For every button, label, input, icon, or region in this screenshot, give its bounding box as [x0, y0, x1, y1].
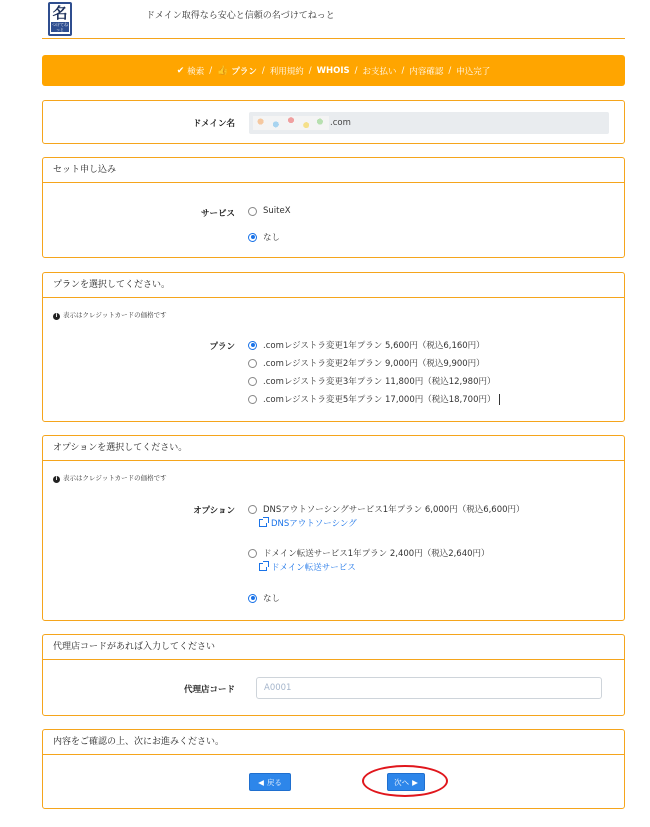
domain-tld: .com — [330, 118, 351, 128]
step-payment: お支払い — [362, 66, 397, 77]
radio-option-forward[interactable] — [248, 549, 257, 558]
logo-char: 名 — [52, 4, 68, 22]
option-forward[interactable]: ドメイン転送サービス1年プラン 2,400円（税込2,640円） — [248, 547, 490, 559]
radio-plan-1y[interactable] — [248, 341, 257, 350]
set-panel-title: セット申し込み — [43, 158, 624, 183]
option-panel — [42, 435, 625, 621]
thumbs-up-icon: 👍 — [217, 65, 229, 76]
radio-option-dns[interactable] — [248, 505, 257, 514]
step-terms: 利用規約 — [269, 66, 304, 77]
option-price-note: i 表示はクレジットカードの価格です — [53, 473, 167, 483]
forward-info-link[interactable]: ドメイン転送サービス — [259, 561, 356, 573]
radio-plan-5y[interactable] — [248, 395, 257, 404]
service-label: サービス — [200, 209, 235, 219]
set-panel — [42, 157, 625, 258]
agent-code-label: 代理店コード — [183, 685, 235, 695]
plan-panel-title: プランを選択してください。 — [43, 273, 624, 298]
radio-option-none[interactable] — [248, 594, 257, 603]
confirm-panel — [42, 729, 625, 809]
domain-name-field — [249, 112, 609, 134]
domain-label: ドメイン名 — [192, 119, 235, 129]
info-icon: i — [53, 313, 60, 320]
radio-service-none[interactable] — [248, 233, 257, 242]
step-search: ✔ 検索 — [176, 65, 205, 77]
text-cursor — [499, 394, 500, 405]
radio-plan-3y[interactable] — [248, 377, 257, 386]
option-label: オプション — [193, 506, 235, 516]
domain-panel — [42, 100, 625, 144]
plan-price-note: i 表示はクレジットカードの価格です — [53, 310, 167, 320]
plan-option-1y[interactable]: .comレジストラ変更1年プラン 5,600円（税込6,160円） — [248, 339, 485, 351]
dns-info-link[interactable]: DNSアウトソーシング — [259, 517, 357, 529]
plan-option-5y[interactable]: .comレジストラ変更5年プラン 17,000円（税込18,700円） — [248, 393, 500, 405]
info-icon: i — [53, 476, 60, 483]
option-panel-title: オプションを選択してください。 — [43, 436, 624, 461]
redacted-domain-image — [253, 116, 329, 130]
confirm-panel-title: 内容をご確認の上、次にお進みください。 — [43, 730, 624, 755]
step-confirm: 内容確認 — [409, 66, 444, 77]
step-plan: 👍 プラン — [217, 65, 257, 77]
plan-label: プラン — [209, 342, 235, 352]
external-link-icon — [259, 563, 267, 571]
step-whois: WHOIS — [316, 65, 350, 76]
site-tagline: ドメイン取得なら安心と信頼の名づけてねっと — [146, 11, 335, 21]
option-dns[interactable]: DNSアウトソーシングサービス1年プラン 6,000円（税込6,600円） — [248, 503, 525, 515]
service-option-suitex[interactable]: SuiteX — [248, 206, 291, 216]
header-divider — [42, 38, 625, 39]
radio-suitex[interactable] — [248, 207, 257, 216]
next-button[interactable]: 次へ ▶ — [387, 773, 425, 791]
external-link-icon — [259, 519, 267, 527]
logo-sub: つけてねっと — [52, 22, 68, 32]
plan-option-2y[interactable]: .comレジストラ変更2年プラン 9,000円（税込9,900円） — [248, 357, 485, 369]
plan-panel — [42, 272, 625, 422]
highlight-circle-annotation — [362, 765, 448, 797]
agent-code-panel-title: 代理店コードがあれば入力してください — [43, 635, 624, 660]
arrow-right-icon: ▶ — [412, 777, 418, 787]
back-button[interactable]: ◀ 戻る — [249, 773, 291, 791]
site-header — [0, 0, 650, 40]
arrow-left-icon: ◀ — [258, 777, 264, 787]
radio-plan-2y[interactable] — [248, 359, 257, 368]
option-none[interactable]: なし — [248, 592, 280, 604]
plan-option-3y[interactable]: .comレジストラ変更3年プラン 11,800円（税込12,980円） — [248, 375, 495, 387]
agent-code-panel — [42, 634, 625, 716]
site-logo[interactable] — [48, 2, 72, 36]
check-icon: ✔ — [176, 65, 185, 76]
step-progress-bar: ✔ 検索 / 👍 プラン / 利用規約 / WHOIS / お支払い / 内容確認 / 申込完了 — [42, 55, 625, 86]
service-option-none[interactable]: なし — [248, 231, 280, 243]
step-complete: 申込完了 — [456, 66, 491, 77]
agent-code-input[interactable]: A0001 — [256, 677, 602, 699]
